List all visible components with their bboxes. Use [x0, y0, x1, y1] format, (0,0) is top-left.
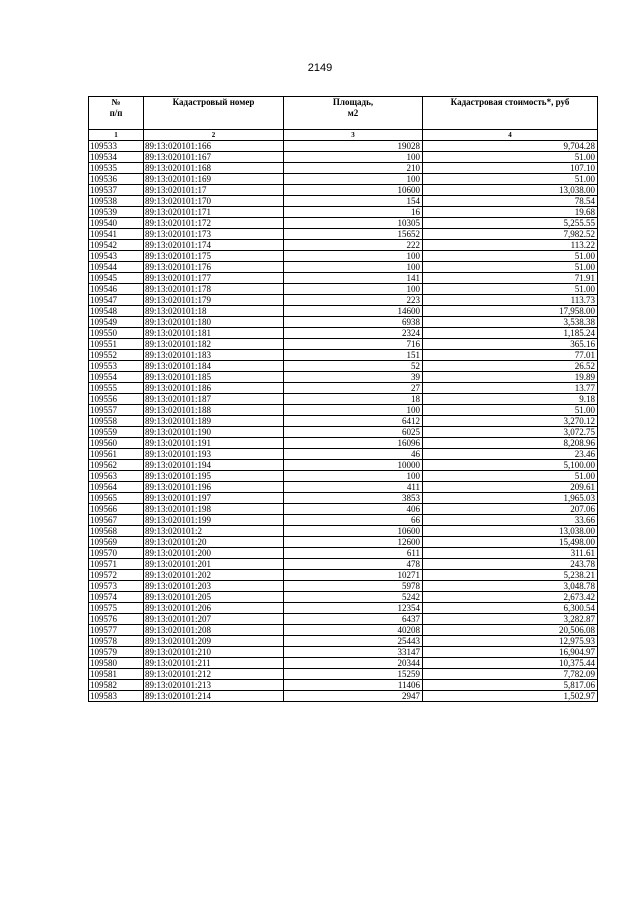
table-row — [89, 306, 598, 317]
table-row — [89, 669, 598, 680]
area-value: 12600 — [284, 537, 423, 548]
cadastral-number: 89:13:020101:191 — [144, 438, 284, 449]
area-value: 100 — [284, 262, 423, 273]
area-value: 3853 — [284, 493, 423, 504]
area-value: 16096 — [284, 438, 423, 449]
table-row — [89, 229, 598, 240]
area-value: 716 — [284, 339, 423, 350]
row-number: 109537 — [89, 185, 144, 196]
row-number: 109573 — [89, 581, 144, 592]
cost-value: 51.00 — [423, 262, 598, 273]
cadastral-number: 89:13:020101:203 — [144, 581, 284, 592]
table-row — [89, 218, 598, 229]
row-number: 109550 — [89, 328, 144, 339]
table-row — [89, 427, 598, 438]
cadastral-number: 89:13:020101:17 — [144, 185, 284, 196]
cadastral-number: 89:13:020101:173 — [144, 229, 284, 240]
area-value: 10600 — [284, 526, 423, 537]
area-value: 5978 — [284, 581, 423, 592]
cost-value: 107.10 — [423, 163, 598, 174]
row-number: 109570 — [89, 548, 144, 559]
cadastral-number: 89:13:020101:180 — [144, 317, 284, 328]
table-row — [89, 295, 598, 306]
table-row — [89, 262, 598, 273]
table-row — [89, 581, 598, 592]
cost-value: 16,904.97 — [423, 647, 598, 658]
area-value: 12354 — [284, 603, 423, 614]
cost-value: 17,958.00 — [423, 306, 598, 317]
cadastral-number: 89:13:020101:185 — [144, 372, 284, 383]
cost-value: 51.00 — [423, 174, 598, 185]
cadastral-number: 89:13:020101:166 — [144, 141, 284, 152]
table-row — [89, 526, 598, 537]
cost-value: 26.52 — [423, 361, 598, 372]
table-row — [89, 405, 598, 416]
table-row — [89, 163, 598, 174]
table-body — [89, 141, 598, 702]
area-value: 6938 — [284, 317, 423, 328]
cadastral-number: 89:13:020101:206 — [144, 603, 284, 614]
area-value: 40208 — [284, 625, 423, 636]
cost-value: 113.22 — [423, 240, 598, 251]
cost-value: 3,270.12 — [423, 416, 598, 427]
area-value: 406 — [284, 504, 423, 515]
table-row — [89, 636, 598, 647]
area-value: 15259 — [284, 669, 423, 680]
table-row — [89, 273, 598, 284]
cadastral-number: 89:13:020101:182 — [144, 339, 284, 350]
cadastral-number: 89:13:020101:179 — [144, 295, 284, 306]
table-row — [89, 449, 598, 460]
row-number: 109572 — [89, 570, 144, 581]
cost-value: 5,238.21 — [423, 570, 598, 581]
row-number: 109554 — [89, 372, 144, 383]
row-number: 109544 — [89, 262, 144, 273]
area-value: 52 — [284, 361, 423, 372]
cadastral-number: 89:13:020101:198 — [144, 504, 284, 515]
cost-value: 9,704.28 — [423, 141, 598, 152]
cost-value: 1,502.97 — [423, 691, 598, 702]
cost-value: 7,782.09 — [423, 669, 598, 680]
row-number: 109578 — [89, 636, 144, 647]
table-row — [89, 361, 598, 372]
cost-value: 20,506.08 — [423, 625, 598, 636]
row-number: 109542 — [89, 240, 144, 251]
area-value: 20344 — [284, 658, 423, 669]
row-number: 109534 — [89, 152, 144, 163]
table-row — [89, 504, 598, 515]
table-header-row — [89, 97, 598, 130]
cost-value: 5,817.06 — [423, 680, 598, 691]
table-row — [89, 559, 598, 570]
cadastral-number: 89:13:020101:168 — [144, 163, 284, 174]
row-number: 109581 — [89, 669, 144, 680]
table-row — [89, 174, 598, 185]
header-cost — [423, 97, 598, 130]
area-value: 18 — [284, 394, 423, 405]
cost-value: 10,375.44 — [423, 658, 598, 669]
cost-value: 51.00 — [423, 251, 598, 262]
table-row — [89, 438, 598, 449]
row-number: 109533 — [89, 141, 144, 152]
cadastral-number: 89:13:020101:20 — [144, 537, 284, 548]
area-value: 5242 — [284, 592, 423, 603]
row-number: 109561 — [89, 449, 144, 460]
area-value: 100 — [284, 284, 423, 295]
table-row — [89, 625, 598, 636]
cadastral-number: 89:13:020101:167 — [144, 152, 284, 163]
table-row — [89, 196, 598, 207]
cadastral-number: 89:13:020101:201 — [144, 559, 284, 570]
row-number: 109539 — [89, 207, 144, 218]
cadastral-number: 89:13:020101:183 — [144, 350, 284, 361]
area-value: 223 — [284, 295, 423, 306]
cost-value: 3,538.38 — [423, 317, 598, 328]
table-row — [89, 537, 598, 548]
table-row — [89, 548, 598, 559]
table-row — [89, 482, 598, 493]
cost-value: 23.46 — [423, 449, 598, 460]
row-number: 109551 — [89, 339, 144, 350]
row-number: 109552 — [89, 350, 144, 361]
cost-value: 365.16 — [423, 339, 598, 350]
cost-value: 33.66 — [423, 515, 598, 526]
column-numbers-row — [89, 130, 598, 141]
row-number: 109568 — [89, 526, 144, 537]
area-value: 10600 — [284, 185, 423, 196]
row-number: 109579 — [89, 647, 144, 658]
table-row — [89, 460, 598, 471]
cost-value: 78.54 — [423, 196, 598, 207]
area-value: 478 — [284, 559, 423, 570]
table-row — [89, 658, 598, 669]
table-row — [89, 691, 598, 702]
row-number: 109583 — [89, 691, 144, 702]
row-number: 109567 — [89, 515, 144, 526]
row-number: 109546 — [89, 284, 144, 295]
header-cost-label: Кадастровая стоимость*, руб — [450, 97, 570, 107]
row-number: 109545 — [89, 273, 144, 284]
row-number: 109557 — [89, 405, 144, 416]
row-number: 109564 — [89, 482, 144, 493]
header-area-line1: Площадь, — [332, 97, 374, 107]
area-value: 222 — [284, 240, 423, 251]
area-value: 25443 — [284, 636, 423, 647]
cost-value: 7,982.52 — [423, 229, 598, 240]
cadastral-number: 89:13:020101:211 — [144, 658, 284, 669]
row-number: 109547 — [89, 295, 144, 306]
area-value: 33147 — [284, 647, 423, 658]
row-number: 109574 — [89, 592, 144, 603]
table-row — [89, 339, 598, 350]
cadastral-number: 89:13:020101:178 — [144, 284, 284, 295]
cadastral-number: 89:13:020101:18 — [144, 306, 284, 317]
cost-value: 3,282.87 — [423, 614, 598, 625]
cadastral-number: 89:13:020101:199 — [144, 515, 284, 526]
cost-value: 51.00 — [423, 471, 598, 482]
area-value: 411 — [284, 482, 423, 493]
cost-value: 9.18 — [423, 394, 598, 405]
column-number: 4 — [423, 130, 598, 141]
cost-value: 113.73 — [423, 295, 598, 306]
area-value: 15652 — [284, 229, 423, 240]
row-number: 109535 — [89, 163, 144, 174]
row-number: 109541 — [89, 229, 144, 240]
row-number: 109543 — [89, 251, 144, 262]
cadastral-number: 89:13:020101:209 — [144, 636, 284, 647]
cadastral-table — [88, 96, 598, 702]
row-number: 109569 — [89, 537, 144, 548]
cadastral-number: 89:13:020101:202 — [144, 570, 284, 581]
column-number: 2 — [144, 130, 284, 141]
table-row — [89, 141, 598, 152]
cost-value: 243.78 — [423, 559, 598, 570]
area-value: 10000 — [284, 460, 423, 471]
cost-value: 51.00 — [423, 284, 598, 295]
row-number: 109556 — [89, 394, 144, 405]
cost-value: 15,498.00 — [423, 537, 598, 548]
row-number: 109536 — [89, 174, 144, 185]
header-cadastral — [144, 97, 284, 130]
row-number: 109553 — [89, 361, 144, 372]
area-value: 2947 — [284, 691, 423, 702]
table-row — [89, 372, 598, 383]
table-row — [89, 515, 598, 526]
cadastral-number: 89:13:020101:172 — [144, 218, 284, 229]
area-value: 66 — [284, 515, 423, 526]
row-number: 109559 — [89, 427, 144, 438]
cadastral-number: 89:13:020101:207 — [144, 614, 284, 625]
area-value: 16 — [284, 207, 423, 218]
area-value: 100 — [284, 251, 423, 262]
table-row — [89, 240, 598, 251]
cadastral-number: 89:13:020101:174 — [144, 240, 284, 251]
area-value: 141 — [284, 273, 423, 284]
header-num — [89, 97, 144, 130]
area-value: 154 — [284, 196, 423, 207]
cost-value: 13,038.00 — [423, 185, 598, 196]
cadastral-number: 89:13:020101:196 — [144, 482, 284, 493]
cost-value: 5,255.55 — [423, 218, 598, 229]
cadastral-number: 89:13:020101:188 — [144, 405, 284, 416]
table-row — [89, 152, 598, 163]
area-value: 46 — [284, 449, 423, 460]
row-number: 109560 — [89, 438, 144, 449]
area-value: 19028 — [284, 141, 423, 152]
cost-value: 19.68 — [423, 207, 598, 218]
row-number: 109571 — [89, 559, 144, 570]
cadastral-number: 89:13:020101:212 — [144, 669, 284, 680]
cadastral-number: 89:13:020101:186 — [144, 383, 284, 394]
page-number: 2149 — [307, 62, 333, 74]
cost-value: 19.89 — [423, 372, 598, 383]
cost-value: 3,072.75 — [423, 427, 598, 438]
cadastral-number: 89:13:020101:214 — [144, 691, 284, 702]
header-num-line2: п/п — [109, 107, 123, 118]
cost-value: 71.91 — [423, 273, 598, 284]
cadastral-number: 89:13:020101:197 — [144, 493, 284, 504]
cost-value: 1,965.03 — [423, 493, 598, 504]
cadastral-number: 89:13:020101:176 — [144, 262, 284, 273]
row-number: 109575 — [89, 603, 144, 614]
area-value: 100 — [284, 471, 423, 482]
cadastral-number: 89:13:020101:189 — [144, 416, 284, 427]
table-row — [89, 471, 598, 482]
cadastral-number: 89:13:020101:181 — [144, 328, 284, 339]
table-row — [89, 570, 598, 581]
row-number: 109555 — [89, 383, 144, 394]
cadastral-number: 89:13:020101:200 — [144, 548, 284, 559]
row-number: 109565 — [89, 493, 144, 504]
table-row — [89, 383, 598, 394]
area-value: 10271 — [284, 570, 423, 581]
column-number: 1 — [89, 130, 144, 141]
row-number: 109563 — [89, 471, 144, 482]
cost-value: 13.77 — [423, 383, 598, 394]
row-number: 109576 — [89, 614, 144, 625]
area-value: 151 — [284, 350, 423, 361]
row-number: 109566 — [89, 504, 144, 515]
cadastral-number: 89:13:020101:194 — [144, 460, 284, 471]
cost-value: 6,300.54 — [423, 603, 598, 614]
area-value: 14600 — [284, 306, 423, 317]
table-row — [89, 317, 598, 328]
cost-value: 209.61 — [423, 482, 598, 493]
cost-value: 3,048.78 — [423, 581, 598, 592]
cost-value: 51.00 — [423, 152, 598, 163]
area-value: 100 — [284, 174, 423, 185]
table-row — [89, 493, 598, 504]
column-number: 3 — [284, 130, 423, 141]
cost-value: 2,673.42 — [423, 592, 598, 603]
cadastral-number: 89:13:020101:208 — [144, 625, 284, 636]
cadastral-number: 89:13:020101:170 — [144, 196, 284, 207]
cadastral-number: 89:13:020101:175 — [144, 251, 284, 262]
area-value: 10305 — [284, 218, 423, 229]
table-row — [89, 394, 598, 405]
area-value: 11406 — [284, 680, 423, 691]
cost-value: 12,975.93 — [423, 636, 598, 647]
cadastral-number: 89:13:020101:187 — [144, 394, 284, 405]
area-value: 100 — [284, 152, 423, 163]
area-value: 6412 — [284, 416, 423, 427]
area-value: 39 — [284, 372, 423, 383]
table-row — [89, 284, 598, 295]
cost-value: 1,185.24 — [423, 328, 598, 339]
row-number: 109580 — [89, 658, 144, 669]
cost-value: 51.00 — [423, 405, 598, 416]
cadastral-number: 89:13:020101:205 — [144, 592, 284, 603]
cadastral-number: 89:13:020101:2 — [144, 526, 284, 537]
area-value: 27 — [284, 383, 423, 394]
cadastral-number: 89:13:020101:184 — [144, 361, 284, 372]
header-cadastral-label: Кадастровый номер — [172, 97, 255, 107]
area-value: 6437 — [284, 614, 423, 625]
table-row — [89, 350, 598, 361]
cadastral-number: 89:13:020101:169 — [144, 174, 284, 185]
cost-value: 77.01 — [423, 350, 598, 361]
table-row — [89, 251, 598, 262]
table-row — [89, 614, 598, 625]
table-row — [89, 207, 598, 218]
area-value: 210 — [284, 163, 423, 174]
table-row — [89, 647, 598, 658]
cadastral-number: 89:13:020101:195 — [144, 471, 284, 482]
row-number: 109549 — [89, 317, 144, 328]
cadastral-number: 89:13:020101:177 — [144, 273, 284, 284]
cost-value: 311.61 — [423, 548, 598, 559]
table-row — [89, 416, 598, 427]
row-number: 109558 — [89, 416, 144, 427]
table-row — [89, 592, 598, 603]
cost-value: 13,038.00 — [423, 526, 598, 537]
row-number: 109562 — [89, 460, 144, 471]
table-row — [89, 680, 598, 691]
cost-value: 5,100.00 — [423, 460, 598, 471]
cadastral-number: 89:13:020101:193 — [144, 449, 284, 460]
row-number: 109540 — [89, 218, 144, 229]
area-value: 611 — [284, 548, 423, 559]
table-row — [89, 185, 598, 196]
row-number: 109548 — [89, 306, 144, 317]
header-area-line2: м2 — [347, 107, 359, 118]
cadastral-number: 89:13:020101:210 — [144, 647, 284, 658]
row-number: 109577 — [89, 625, 144, 636]
area-value: 2324 — [284, 328, 423, 339]
table-row — [89, 328, 598, 339]
cadastral-number: 89:13:020101:171 — [144, 207, 284, 218]
area-value: 100 — [284, 405, 423, 416]
header-num-line1: № — [111, 97, 121, 107]
cadastral-number: 89:13:020101:190 — [144, 427, 284, 438]
cadastral-number: 89:13:020101:213 — [144, 680, 284, 691]
area-value: 6025 — [284, 427, 423, 438]
table-row — [89, 603, 598, 614]
row-number: 109582 — [89, 680, 144, 691]
row-number: 109538 — [89, 196, 144, 207]
cost-value: 207.06 — [423, 504, 598, 515]
cost-value: 8,208.96 — [423, 438, 598, 449]
header-area — [284, 97, 423, 130]
